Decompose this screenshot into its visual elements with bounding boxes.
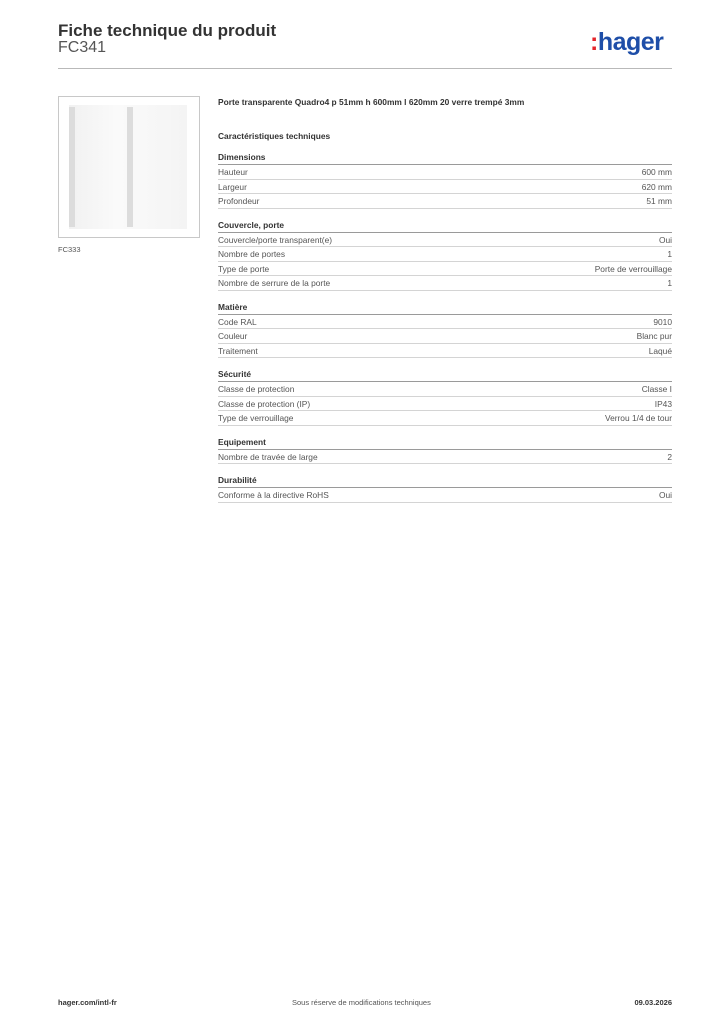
- spec-value: Classe I: [641, 384, 672, 394]
- hager-logo: [590, 28, 663, 56]
- spec-value: 620 mm: [641, 181, 672, 192]
- spec-label: Profondeur: [218, 196, 260, 206]
- spec-value: Laqué: [648, 345, 672, 356]
- spec-section: [218, 474, 672, 503]
- spec-row: [218, 488, 672, 503]
- spec-value: IP43: [654, 398, 672, 409]
- spec-value: 9010: [653, 316, 672, 327]
- spec-section: [218, 151, 672, 209]
- spec-label: Classe de protection: [218, 384, 295, 394]
- footer-date: 09.03.2026: [634, 998, 672, 1007]
- spec-value: Porte de verrouillage: [594, 263, 672, 274]
- spec-section: [218, 219, 672, 291]
- spec-row: [218, 450, 672, 465]
- door-frame-right: [127, 107, 133, 227]
- spec-value: 1: [667, 278, 672, 288]
- spec-value: Oui: [658, 234, 672, 245]
- spec-section: [218, 436, 672, 465]
- specs-heading: Caractéristiques techniques: [218, 131, 331, 141]
- spec-label: Conforme à la directive RoHS: [218, 490, 329, 500]
- section-title: Dimensions: [218, 151, 672, 165]
- spec-row: [218, 194, 672, 209]
- spec-label: Traitement: [218, 345, 258, 356]
- spec-row: [218, 233, 672, 248]
- spec-row: [218, 276, 672, 291]
- section-title: Sécurité: [218, 368, 672, 382]
- page-title: Fiche technique du produit: [58, 21, 277, 40]
- section-title: Matière: [218, 301, 672, 315]
- spec-label: Hauteur: [218, 167, 248, 177]
- section-title: Equipement: [218, 436, 672, 450]
- product-image: [58, 96, 200, 238]
- spec-label: Type de porte: [218, 263, 270, 274]
- specs-table: [218, 151, 672, 513]
- spec-label: Code RAL: [218, 316, 257, 327]
- spec-value: 1: [667, 249, 672, 259]
- product-description: Porte transparente Quadro4 p 51mm h 600mm l 620mm 20 verre trempé 3mm: [218, 97, 525, 107]
- spec-row: [218, 411, 672, 426]
- section-title: Durabilité: [218, 474, 672, 488]
- spec-row: [218, 382, 672, 397]
- spec-label: Type de verrouillage: [218, 413, 294, 423]
- spec-section: [218, 301, 672, 359]
- section-title: Couvercle, porte: [218, 219, 672, 233]
- spec-label: Nombre de travée de large: [218, 451, 318, 462]
- spec-row: [218, 344, 672, 359]
- header-divider: [58, 68, 672, 69]
- image-caption: FC333: [58, 245, 81, 254]
- product-reference: FC341: [58, 39, 107, 56]
- spec-label: Classe de protection (IP): [218, 398, 311, 409]
- spec-row: [218, 315, 672, 330]
- spec-section: [218, 368, 672, 426]
- spec-row: [218, 180, 672, 195]
- spec-row: [218, 165, 672, 180]
- logo-colon-icon: :: [590, 28, 598, 56]
- logo-text: hager: [597, 28, 664, 56]
- spec-row: [218, 397, 672, 412]
- spec-label: Couleur: [218, 331, 248, 341]
- footer-notice: Sous réserve de modifications techniques: [292, 998, 431, 1007]
- spec-row: [218, 247, 672, 262]
- spec-value: 600 mm: [641, 167, 672, 177]
- spec-label: Nombre de serrure de la porte: [218, 278, 331, 288]
- spec-value: 2: [667, 451, 672, 462]
- spec-value: Oui: [658, 490, 672, 500]
- spec-label: Largeur: [218, 181, 247, 192]
- footer-website[interactable]: hager.com/intl-fr: [58, 998, 117, 1007]
- spec-label: Nombre de portes: [218, 249, 286, 259]
- spec-value: Blanc pur: [636, 331, 672, 341]
- spec-row: [218, 262, 672, 277]
- spec-label: Couvercle/porte transparent(e): [218, 234, 333, 245]
- spec-row: [218, 329, 672, 344]
- door-frame-left: [69, 107, 75, 227]
- spec-value: Verrou 1/4 de tour: [604, 413, 672, 423]
- spec-value: 51 mm: [646, 196, 672, 206]
